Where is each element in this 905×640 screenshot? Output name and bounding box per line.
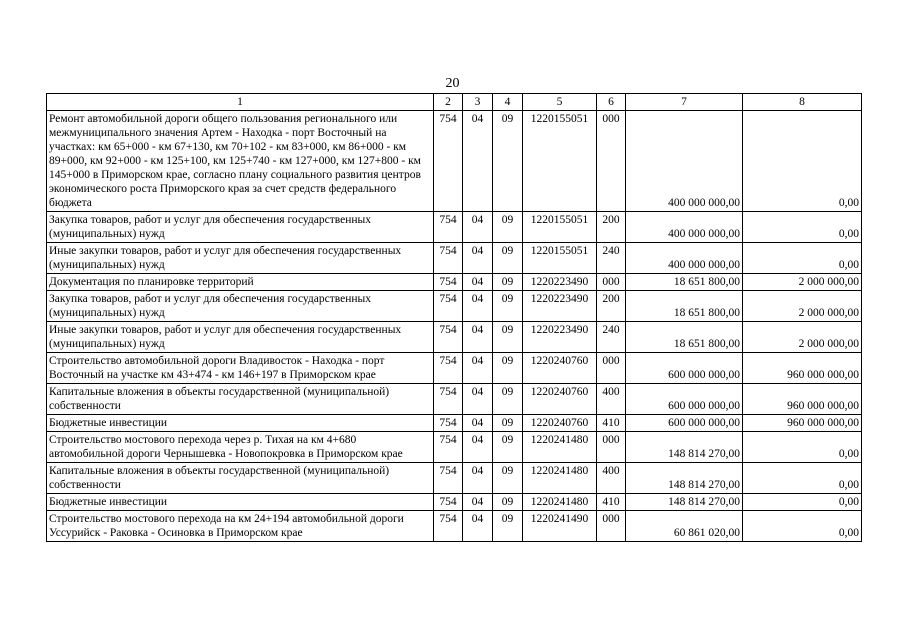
row-amount-col7: 18 651 800,00	[626, 322, 743, 353]
row-amount-col7: 18 651 800,00	[626, 291, 743, 322]
row-expense-type: 400	[597, 384, 626, 415]
row-target-article: 1220240760	[523, 353, 597, 384]
row-name: Капитальные вложения в объекты государственной (муниципальной) собственности	[47, 384, 434, 415]
row-section: 04	[463, 494, 493, 511]
row-section: 04	[463, 274, 493, 291]
row-amount-col8: 0,00	[743, 243, 862, 274]
row-section: 04	[463, 384, 493, 415]
row-expense-type: 410	[597, 494, 626, 511]
row-subsection: 09	[493, 384, 523, 415]
table-row	[47, 291, 862, 322]
row-subsection: 09	[493, 243, 523, 274]
row-expense-type: 000	[597, 511, 626, 542]
row-admin-code: 754	[434, 415, 463, 432]
row-section: 04	[463, 353, 493, 384]
row-name: Бюджетные инвестиции	[47, 415, 434, 432]
row-amount-col8: 2 000 000,00	[743, 322, 862, 353]
budget-table	[46, 93, 862, 542]
row-name: Строительство мостового перехода на км 24+194 автомобильной дороги Уссурийск - Раковка - Осиновка в Приморском крае	[47, 511, 434, 542]
row-admin-code: 754	[434, 322, 463, 353]
row-name: Бюджетные инвестиции	[47, 494, 434, 511]
row-section: 04	[463, 212, 493, 243]
row-amount-col7: 400 000 000,00	[626, 111, 743, 212]
row-amount-col7: 600 000 000,00	[626, 353, 743, 384]
row-amount-col7: 60 861 020,00	[626, 511, 743, 542]
row-expense-type: 240	[597, 322, 626, 353]
row-name: Строительство мостового перехода через р. Тихая на км 4+680 автомобильной дороги Чернышевка - Новопокровка в Приморском крае	[47, 432, 434, 463]
table-row	[47, 274, 862, 291]
row-subsection: 09	[493, 291, 523, 322]
table-row	[47, 322, 862, 353]
row-section: 04	[463, 291, 493, 322]
row-target-article: 1220240760	[523, 415, 597, 432]
row-name: Иные закупки товаров, работ и услуг для обеспечения государственных (муниципальных) нужд	[47, 322, 434, 353]
row-target-article: 1220240760	[523, 384, 597, 415]
row-amount-col7: 18 651 800,00	[626, 274, 743, 291]
row-amount-col8: 0,00	[743, 212, 862, 243]
col-header-2: 2	[434, 94, 463, 111]
row-expense-type: 200	[597, 291, 626, 322]
row-target-article: 1220223490	[523, 322, 597, 353]
row-name: Закупка товаров, работ и услуг для обеспечения государственных (муниципальных) нужд	[47, 291, 434, 322]
row-amount-col8: 960 000 000,00	[743, 384, 862, 415]
col-header-6: 6	[597, 94, 626, 111]
header-row	[47, 94, 862, 111]
row-admin-code: 754	[434, 291, 463, 322]
row-amount-col8: 0,00	[743, 494, 862, 511]
row-expense-type: 400	[597, 463, 626, 494]
row-amount-col8: 960 000 000,00	[743, 353, 862, 384]
row-admin-code: 754	[434, 432, 463, 463]
row-admin-code: 754	[434, 243, 463, 274]
row-expense-type: 240	[597, 243, 626, 274]
row-section: 04	[463, 511, 493, 542]
row-section: 04	[463, 111, 493, 212]
row-amount-col7: 600 000 000,00	[626, 415, 743, 432]
table-row	[47, 432, 862, 463]
row-subsection: 09	[493, 463, 523, 494]
row-target-article: 1220241480	[523, 494, 597, 511]
row-admin-code: 754	[434, 111, 463, 212]
row-admin-code: 754	[434, 511, 463, 542]
row-amount-col8: 0,00	[743, 463, 862, 494]
row-subsection: 09	[493, 111, 523, 212]
row-amount-col7: 400 000 000,00	[626, 212, 743, 243]
col-header-1: 1	[47, 94, 434, 111]
row-amount-col7: 148 814 270,00	[626, 463, 743, 494]
row-subsection: 09	[493, 274, 523, 291]
row-admin-code: 754	[434, 494, 463, 511]
row-amount-col7: 148 814 270,00	[626, 432, 743, 463]
col-header-5: 5	[523, 94, 597, 111]
table-row	[47, 511, 862, 542]
row-name: Ремонт автомобильной дороги общего пользования регионального или межмуниципального значения Артем - Находка - порт Восточный на участках: км 65+000 - км 67+130, км 70+102 - км 83+000, км 86+000 - км 89+000, км 92+000 - км 125+100, км 125+740 - км 127+000, км 127+800 - км 145+000 в Приморском крае, согласно плану социального развития центров экономического роста Приморского края за счет средств федерального бюджета	[47, 111, 434, 212]
row-target-article: 1220223490	[523, 291, 597, 322]
table-row	[47, 212, 862, 243]
row-amount-col8: 0,00	[743, 511, 862, 542]
row-target-article: 1220155051	[523, 111, 597, 212]
row-target-article: 1220241480	[523, 463, 597, 494]
row-subsection: 09	[493, 494, 523, 511]
row-admin-code: 754	[434, 212, 463, 243]
row-amount-col8: 0,00	[743, 432, 862, 463]
row-subsection: 09	[493, 353, 523, 384]
row-section: 04	[463, 322, 493, 353]
row-expense-type: 000	[597, 353, 626, 384]
table-row	[47, 243, 862, 274]
row-amount-col8: 960 000 000,00	[743, 415, 862, 432]
col-header-7: 7	[626, 94, 743, 111]
row-section: 04	[463, 432, 493, 463]
row-expense-type: 410	[597, 415, 626, 432]
table-row	[47, 463, 862, 494]
table-row	[47, 494, 862, 511]
row-target-article: 1220241490	[523, 511, 597, 542]
row-subsection: 09	[493, 432, 523, 463]
row-section: 04	[463, 463, 493, 494]
row-name: Иные закупки товаров, работ и услуг для обеспечения государственных (муниципальных) нужд	[47, 243, 434, 274]
row-target-article: 1220241480	[523, 432, 597, 463]
row-amount-col7: 148 814 270,00	[626, 494, 743, 511]
page-number: 20	[445, 76, 460, 91]
row-subsection: 09	[493, 322, 523, 353]
col-header-3: 3	[463, 94, 493, 111]
row-target-article: 1220155051	[523, 243, 597, 274]
row-name: Строительство автомобильной дороги Владивосток - Находка - порт Восточный на участке км 43+474 - км 146+197 в Приморском крае	[47, 353, 434, 384]
row-subsection: 09	[493, 212, 523, 243]
table-row	[47, 415, 862, 432]
col-header-8: 8	[743, 94, 862, 111]
row-name: Капитальные вложения в объекты государственной (муниципальной) собственности	[47, 463, 434, 494]
row-name: Документация по планировке территорий	[47, 274, 434, 291]
row-expense-type: 200	[597, 212, 626, 243]
table-row	[47, 353, 862, 384]
table-row	[47, 111, 862, 212]
row-admin-code: 754	[434, 463, 463, 494]
row-expense-type: 000	[597, 274, 626, 291]
row-amount-col7: 400 000 000,00	[626, 243, 743, 274]
row-target-article: 1220155051	[523, 212, 597, 243]
row-amount-col8: 2 000 000,00	[743, 274, 862, 291]
row-name: Закупка товаров, работ и услуг для обеспечения государственных (муниципальных) нужд	[47, 212, 434, 243]
row-section: 04	[463, 243, 493, 274]
row-admin-code: 754	[434, 384, 463, 415]
row-admin-code: 754	[434, 353, 463, 384]
table-row	[47, 384, 862, 415]
row-expense-type: 000	[597, 432, 626, 463]
row-amount-col7: 600 000 000,00	[626, 384, 743, 415]
row-expense-type: 000	[597, 111, 626, 212]
row-subsection: 09	[493, 511, 523, 542]
row-section: 04	[463, 415, 493, 432]
row-amount-col8: 2 000 000,00	[743, 291, 862, 322]
row-amount-col8: 0,00	[743, 111, 862, 212]
row-admin-code: 754	[434, 274, 463, 291]
row-target-article: 1220223490	[523, 274, 597, 291]
col-header-4: 4	[493, 94, 523, 111]
row-subsection: 09	[493, 415, 523, 432]
